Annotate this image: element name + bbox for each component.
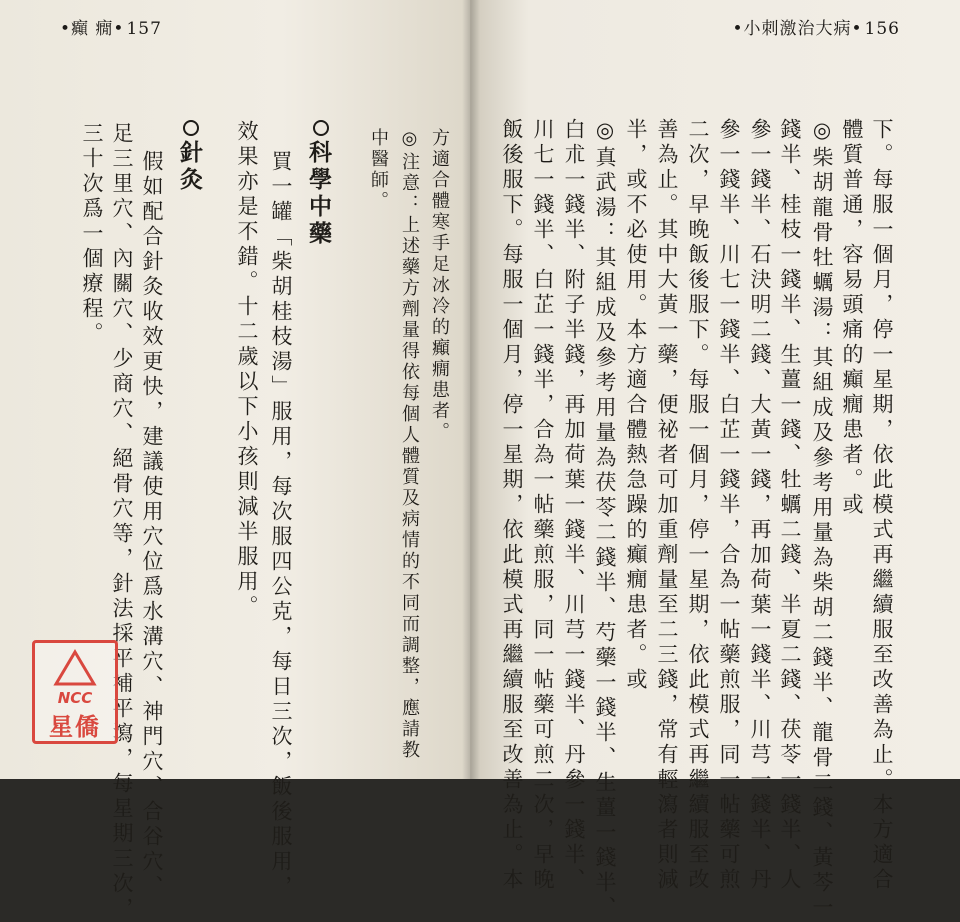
right-header-title: •小刺激治大病• (732, 19, 863, 39)
text-column: 下。每服一個月，停一星期，依此模式再繼續服至改善為止。本方適合 (870, 118, 894, 893)
stamp-brand: NCC (57, 689, 93, 707)
text-column: ◎注意：上述藥方劑量得依每個人體質及病情的不同而調整，應請教 (399, 128, 420, 761)
section-heading: 針灸 (176, 140, 203, 194)
text-column: 二次，早晚飯後服下。每服一個月，停一星期，依此模式再繼續服至改 (686, 118, 710, 893)
text-column: 方適合體寒手足冰冷的癲癇患者。 (429, 128, 450, 443)
text-column: 中醫師。 (368, 128, 389, 212)
text-column: 川七一錢半、白芷一錢半，合為一帖藥煎服，同一帖藥可煎二次，早晚 (531, 118, 555, 893)
stamp-name: 星僑 (49, 713, 101, 741)
right-page (470, 0, 960, 921)
text-column: ◎柴胡龍骨牡蠣湯：其組成及參考用量為柴胡二錢半、龍骨二錢、黃芩一 (810, 118, 834, 921)
text-column: 參一錢半、石決明二錢、大黃一錢，再加荷葉一錢半、川芎一錢半、丹 (748, 118, 772, 893)
book-gutter (462, 0, 480, 779)
triangle-logo-icon (53, 649, 97, 687)
text-column: 買一罐「柴胡桂枝湯」服用，每次服四公克，每日三次，飯後服用， (269, 150, 293, 900)
text-column: 錢半、桂枝一錢半、生薑一錢、牡蠣二錢、半夏二錢、茯苓一錢半、人 (778, 118, 802, 893)
section-bullet-icon (183, 120, 199, 136)
left-page-number: 157 (126, 19, 162, 39)
text-column: 足三里穴、內關穴、少商穴、絕骨穴等，針法採平補平瀉，每星期三次， (110, 122, 134, 922)
text-column: 善為止。其中大黃一藥，便祕者可加重劑量至二三錢，常有輕瀉者則減 (655, 118, 679, 893)
text-column: 白朮一錢半、附子半錢，再加荷葉一錢半、川芎一錢半、丹參一錢半、 (562, 118, 586, 893)
text-column: 飯後服下。每服一個月，停一星期，依此模式再繼續服至改善為止。本 (500, 118, 524, 893)
text-column: ◎真武湯：其組成及參考用量為茯苓二錢半、芍藥一錢半、生薑一錢半、 (593, 118, 617, 921)
watermark-stamp (32, 640, 118, 744)
left-page-header (60, 14, 162, 39)
right-page-header (732, 14, 900, 39)
text-column: 半，或不必使用。本方適合體熱急躁的癲癇患者。或 (624, 118, 648, 693)
right-page-number: 156 (864, 19, 900, 39)
left-page (0, 0, 470, 922)
text-column: 參一錢半、川七一錢半、白芷一錢半，合為一帖藥煎服，同一帖藥可煎 (717, 118, 741, 893)
left-header-title: •癲 癇• (60, 19, 125, 39)
section-bullet-icon (313, 120, 329, 136)
section-heading: 科學中藥 (305, 140, 332, 248)
text-column: 假如配合針灸收效更快，建議使用穴位爲水溝穴、神門穴、合谷穴、 (140, 150, 164, 900)
text-column: 體質普通，容易頭痛的癲癇患者。或 (840, 118, 864, 518)
text-column: 效果亦是不錯。十二歲以下小孩則減半服用。 (235, 120, 259, 620)
text-column: 三十次爲一個療程。 (80, 122, 104, 347)
